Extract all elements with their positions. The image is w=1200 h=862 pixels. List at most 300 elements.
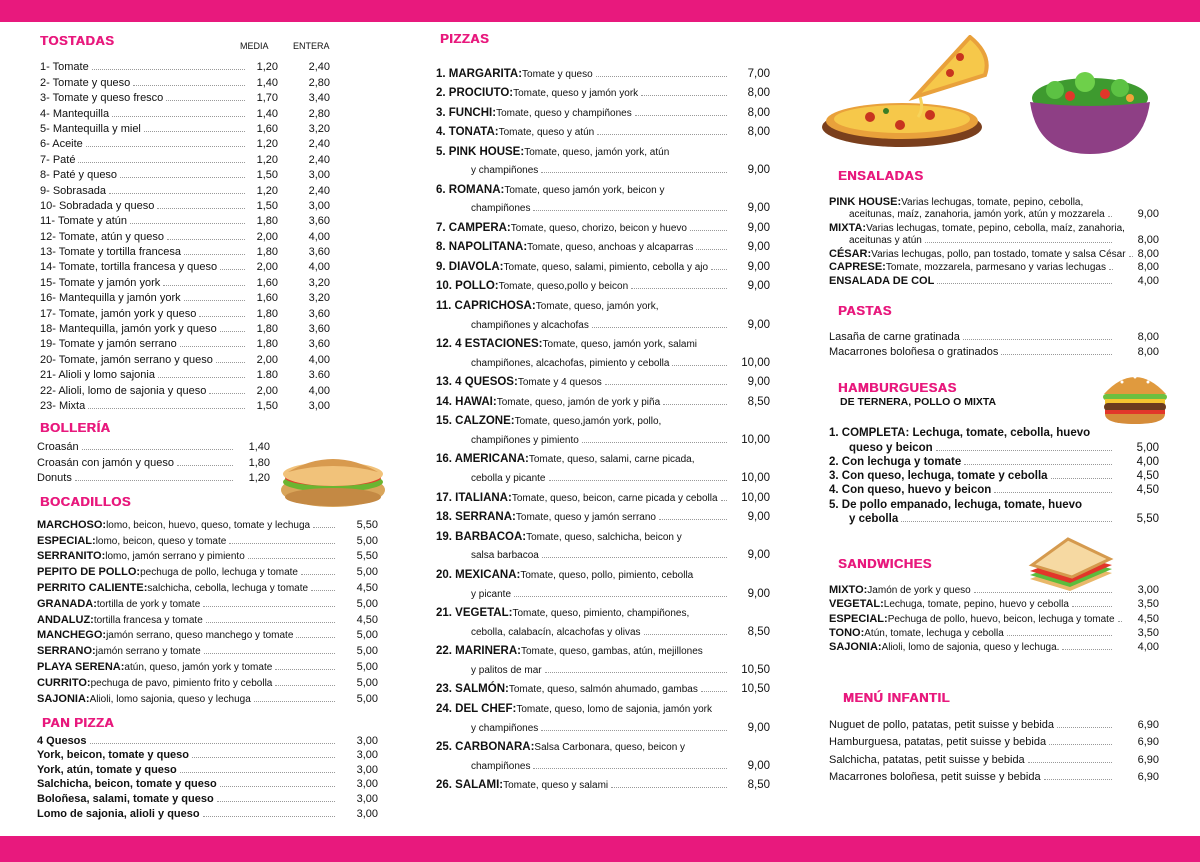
item-row	[37, 673, 378, 689]
item-desc: pechuga de pavo, pimiento frito y cebolla	[90, 677, 273, 689]
dot-leader	[217, 801, 335, 802]
dot-leader	[1062, 649, 1112, 650]
sandwiches-list	[829, 582, 1159, 653]
sandwich-roll-icon	[278, 450, 388, 512]
dot-leader	[533, 210, 727, 211]
dot-leader	[158, 377, 245, 378]
item-row	[829, 713, 1159, 731]
item-name: MANCHEGO:	[37, 629, 107, 642]
price-media: 1,20	[256, 138, 278, 151]
item-price: 10,00	[741, 433, 770, 446]
dot-leader	[216, 362, 245, 363]
tostada-row	[40, 350, 330, 365]
tostada-row	[40, 289, 330, 304]
item-name: PINK HOUSE:	[829, 195, 902, 208]
item-row	[829, 496, 1159, 510]
item-row	[829, 596, 1159, 610]
price-media: 1,20	[256, 61, 278, 74]
price-media: 1,60	[256, 122, 278, 135]
item-price: 9,00	[747, 280, 770, 293]
price-media: 2,00	[256, 384, 278, 397]
item-desc: jamón serrano, queso manchego y tomate	[106, 630, 294, 642]
dot-leader	[592, 327, 727, 328]
item-row	[436, 504, 770, 524]
dot-leader	[220, 331, 245, 332]
item-name: 13. 4 QUESOS:	[436, 376, 518, 389]
price-entera: 3,60	[308, 307, 330, 320]
salad-bowl-icon	[1025, 70, 1155, 155]
price-media: 1,20	[256, 153, 278, 166]
item-row	[436, 234, 770, 254]
dot-leader	[611, 787, 727, 788]
item-desc: Varias lechugas, tomate, pepino, cebolla,	[901, 196, 1084, 208]
dot-leader	[275, 685, 335, 686]
item-row	[37, 732, 378, 747]
dot-leader	[631, 288, 727, 289]
item-name: TONO:	[829, 626, 865, 639]
item-row	[436, 80, 770, 100]
item-desc: Tomate, queso, pimiento, champiñones,	[512, 608, 690, 619]
item-name: 11. CAPRICHOSA:	[436, 299, 536, 312]
price-media: 1,40	[256, 107, 278, 120]
tostada-row	[40, 89, 330, 104]
item-name: 18. SERRANA:	[436, 511, 516, 524]
dot-leader	[644, 634, 727, 635]
item-name: Croasán	[37, 441, 79, 454]
item-name: CÉSAR:	[829, 247, 872, 260]
item-row-cont	[436, 657, 770, 676]
item-row	[37, 438, 270, 453]
item-desc: tortilla francesa y tomate	[93, 614, 203, 626]
item-row	[37, 641, 378, 657]
item-name: 25. CARBONARA:	[436, 741, 535, 754]
item-row	[436, 600, 770, 620]
item-price: 10,00	[741, 491, 770, 504]
dot-leader	[92, 69, 245, 70]
dot-leader	[582, 442, 727, 443]
item-desc: Tomate, queso y jamón york	[513, 88, 639, 99]
item-name: 17. ITALIANA:	[436, 491, 512, 504]
item-price: 9,00	[1137, 208, 1159, 220]
dot-leader	[180, 772, 335, 773]
item-price: 5,50	[356, 518, 378, 531]
bolleria-list	[37, 438, 270, 484]
item-price: 8,50	[747, 625, 770, 638]
price-media: 1,80	[256, 215, 278, 228]
item-desc: Tomate, queso, jamón york, atún	[524, 146, 670, 158]
item-desc: Tomate, queso y jamón serrano	[515, 512, 656, 524]
dot-leader	[275, 669, 335, 670]
item-desc: tortilla de york y tomate	[96, 598, 201, 610]
price-media: 1,60	[256, 292, 278, 305]
dot-leader	[1108, 216, 1112, 217]
dot-leader	[533, 768, 727, 769]
pizzas-title: PIZZAS	[440, 31, 490, 46]
dot-leader	[1057, 727, 1112, 728]
item-row	[436, 638, 770, 658]
dot-leader	[936, 450, 1112, 451]
tostada-row	[40, 366, 330, 381]
item-name: 7- Paté	[40, 153, 76, 166]
item-row	[37, 776, 378, 791]
dot-leader	[192, 757, 335, 758]
price-entera: 3,40	[308, 92, 330, 105]
bolleria-title: BOLLERÍA	[40, 420, 111, 435]
item-name: 20- Tomate, jamón serrano y queso	[40, 353, 213, 366]
item-desc-cont: y palitos de mar	[471, 664, 542, 676]
dot-leader	[514, 596, 727, 597]
item-name: SERRANO:	[37, 645, 96, 658]
item-name: MIXTA:	[829, 221, 867, 234]
item-desc: Tomate, queso, jamón de york y piña	[496, 396, 661, 408]
item-desc: Lechuga, tomate, pepino, huevo y cebolla	[883, 599, 1069, 611]
item-desc: Alioli, lomo sajonia, queso y lechuga	[89, 693, 251, 705]
item-name: 15. CALZONE:	[436, 415, 515, 428]
price-entera: 3,60	[308, 323, 330, 336]
tostadas-title: TOSTADAS	[40, 33, 115, 48]
item-desc: Pechuga de pollo, huevo, beicon, lechuga y tomate	[887, 613, 1115, 625]
dot-leader	[721, 500, 727, 501]
item-name: SERRANITO:	[37, 550, 106, 563]
item-desc: jamón serrano y tomate	[95, 646, 201, 658]
price-media: 1,60	[256, 276, 278, 289]
price-media: 2,00	[256, 261, 278, 274]
item-row-cont	[829, 511, 1159, 525]
dot-leader	[180, 346, 245, 347]
tostada-row	[40, 73, 330, 88]
item-price: 5,00	[356, 692, 378, 705]
item-desc: Atún, tomate, lechuga y cebolla	[864, 627, 1004, 639]
item-name: 19- Tomate y jamón serrano	[40, 338, 177, 351]
item-name: MIXTO:	[829, 584, 868, 597]
dot-leader	[974, 592, 1112, 593]
dot-leader	[206, 622, 335, 623]
item-price: 3,00	[356, 749, 378, 762]
item-desc: Tomate, queso,jamón york, pollo,	[514, 416, 662, 428]
item-name: Nuguet de pollo, patatas, petit suisse y bebida	[829, 718, 1055, 731]
price-entera: 4,00	[308, 384, 330, 397]
price-media: 2,00	[256, 353, 278, 366]
dot-leader	[120, 177, 245, 178]
price-media: 1,40	[256, 76, 278, 89]
item-row	[829, 766, 1159, 784]
dot-leader	[541, 172, 727, 173]
dot-leader	[963, 339, 1112, 340]
item-row	[829, 425, 1159, 439]
item-row	[829, 327, 1159, 343]
item-desc: Tomate, queso jamón york, beicon y	[504, 184, 665, 196]
item-price: 9,00	[747, 587, 770, 600]
item-price: 5,50	[356, 550, 378, 563]
dot-leader	[248, 558, 335, 559]
item-row	[37, 531, 378, 547]
tostada-row	[40, 120, 330, 135]
item-name: 9- Sobrasada	[40, 184, 107, 197]
dot-leader	[1051, 478, 1112, 479]
item-row-cont	[829, 439, 1159, 453]
price-media: 1,70	[256, 92, 278, 105]
item-name: 11- Tomate y atún	[40, 215, 128, 228]
hamburguesas-list	[829, 425, 1159, 525]
dot-leader	[1118, 621, 1122, 622]
item-name: 4- Mantequilla	[40, 107, 110, 120]
item-name: 1. COMPLETA: Lechuga, tomate, cebolla, huevo	[829, 427, 1091, 440]
dot-leader	[311, 590, 335, 591]
item-name: 17- Tomate, jamón york y queso	[40, 307, 197, 320]
price-entera: 3,20	[308, 292, 330, 305]
item-row-cont	[436, 196, 770, 215]
item-row	[436, 138, 770, 158]
item-price: 8,00	[1137, 330, 1159, 343]
item-row	[436, 523, 770, 543]
dot-leader	[199, 316, 245, 317]
item-price: 9,00	[747, 759, 770, 772]
item-row-cont	[436, 715, 770, 734]
item-name: 21- Alioli y lomo sajonia	[40, 369, 155, 382]
item-name: 26. SALAMI:	[436, 779, 504, 792]
item-row	[829, 482, 1159, 496]
item-name: 13- Tomate y tortilla francesa	[40, 246, 182, 259]
item-price: 9,00	[747, 241, 770, 254]
item-desc-cont: champiñones, alcachofas, pimiento y cebolla	[471, 357, 670, 369]
item-name: 14. HAWAI:	[436, 395, 497, 408]
item-price: 6,90	[1137, 736, 1159, 748]
item-name: Macarrones boloñesa, petit suisse y bebida	[829, 771, 1041, 783]
item-row-cont	[436, 465, 770, 484]
price-media: 1,80	[256, 307, 278, 320]
item-desc-cont: aceitunas y atún	[849, 235, 922, 246]
item-name: Salchicha, beicon, tomate y queso	[37, 778, 217, 791]
item-price: 1,40	[248, 441, 270, 454]
bocadillos-title: BOCADILLOS	[40, 494, 131, 509]
item-name: Salchicha, patatas, petit suisse y bebida	[829, 753, 1025, 766]
item-name: 2- Tomate y queso	[40, 76, 131, 89]
item-price: 8,00	[747, 126, 770, 138]
tostada-row	[40, 58, 330, 73]
item-desc: lomo, beicon, huevo, queso, tomate y lechuga	[106, 519, 311, 531]
price-media: 1,80	[256, 323, 278, 336]
item-row	[37, 610, 378, 626]
item-price: 4,00	[1137, 640, 1159, 653]
item-name: 4. Con queso, huevo y beicon	[829, 484, 992, 497]
tostada-row	[40, 197, 330, 212]
item-row	[37, 594, 378, 610]
tostada-row	[40, 273, 330, 288]
item-price: 5,00	[356, 660, 378, 673]
price-entera: 2,40	[308, 153, 330, 166]
tostada-row	[40, 135, 330, 150]
item-row	[436, 214, 770, 234]
dot-leader	[701, 691, 727, 692]
dot-leader	[90, 743, 335, 744]
item-name: Hamburguesa, patatas, petit suisse y bebida	[829, 736, 1047, 748]
item-desc: Tomate, queso y atún	[498, 127, 595, 138]
item-name: 10. POLLO:	[436, 280, 499, 293]
item-row	[436, 772, 770, 792]
price-entera: 3,00	[308, 399, 330, 412]
price-media: 1,80	[256, 338, 278, 351]
item-desc: Varias lechugas, tomate, pepino, cebolla, maíz, zanahoria,	[866, 222, 1125, 234]
item-name: York, beicon, tomate y queso	[37, 749, 189, 762]
item-price: 1,20	[248, 472, 270, 485]
item-name: Lasaña de carne gratinada	[829, 330, 960, 343]
item-row	[436, 273, 770, 293]
item-price: 4,00	[1136, 455, 1159, 468]
item-price: 4,50	[1136, 484, 1159, 497]
pizzas-list	[436, 60, 770, 791]
item-row	[436, 119, 770, 139]
item-name: 24. DEL CHEF:	[436, 702, 517, 715]
item-name: 16- Mantequilla y jamón york	[40, 292, 181, 305]
item-price: 8,00	[747, 87, 770, 99]
item-desc: Tomate, queso y champiñones	[496, 107, 632, 119]
item-row-cont	[436, 581, 770, 600]
pizza-icon	[820, 35, 998, 150]
item-desc: lomo, jamón serrano y pimiento	[105, 551, 245, 563]
item-row	[436, 388, 770, 408]
dot-leader	[220, 269, 245, 270]
item-desc: atún, queso, jamón york y tomate	[124, 661, 273, 673]
item-name: PLAYA SERENA:	[37, 660, 125, 673]
item-row	[829, 582, 1159, 596]
hamburguesas-subtitle: DE TERNERA, POLLO O MIXTA	[840, 396, 997, 408]
item-row	[436, 60, 770, 80]
item-desc: Tomate, queso, beicon, carne picada y cebolla	[511, 492, 718, 504]
item-desc: Tomate, queso, chorizo, beicon y huevo	[510, 222, 687, 234]
item-row	[37, 547, 378, 563]
top-band	[0, 0, 1200, 22]
tostada-row	[40, 227, 330, 242]
tostada-row	[40, 166, 330, 181]
item-row	[37, 562, 378, 578]
item-name: 18- Mantequilla, jamón york y queso	[40, 323, 217, 336]
item-name: 4 Quesos	[37, 734, 87, 747]
item-row	[37, 747, 378, 762]
item-price: 8,50	[747, 395, 770, 408]
item-desc: Tomate, mozzarela, parmesano y varias lechugas	[885, 262, 1106, 273]
item-desc: Tomate, queso, jamón york, salami	[542, 339, 698, 351]
item-price: 5,00	[356, 597, 378, 610]
bocadillos-list	[37, 515, 378, 705]
dot-leader	[541, 730, 727, 731]
dot-leader	[167, 239, 245, 240]
dot-leader	[696, 249, 727, 250]
item-row	[37, 689, 378, 705]
item-desc: pechuga de pollo, lechuga y tomate	[140, 567, 298, 579]
item-name: Macarrones boloñesa o gratinados	[829, 346, 999, 358]
burger-icon	[1100, 368, 1170, 426]
item-price: 10,50	[741, 683, 770, 696]
item-price: 5,00	[1136, 441, 1159, 454]
dot-leader	[994, 492, 1112, 493]
item-name: 5- Mantequilla y miel	[40, 122, 141, 135]
price-media: 1,50	[256, 399, 278, 412]
item-desc: lomo, beicon, queso y tomate	[95, 535, 227, 547]
item-name: 20. MEXICANA:	[436, 568, 521, 581]
item-row-cont	[436, 543, 770, 562]
dot-leader	[133, 85, 245, 86]
price-entera: 3,60	[308, 246, 330, 259]
menu-infantil-title: MENÚ INFANTIL	[843, 690, 950, 705]
item-row	[436, 176, 770, 196]
item-price: 5,00	[356, 676, 378, 689]
dot-leader	[209, 393, 245, 394]
price-entera: 3,60	[308, 215, 330, 228]
item-name: ANDALUZ:	[37, 613, 94, 626]
item-row	[829, 468, 1159, 482]
item-price: 8,00	[1137, 346, 1159, 358]
dot-leader	[75, 480, 233, 481]
dot-leader	[313, 527, 335, 528]
dot-leader	[1109, 269, 1113, 270]
dot-leader	[177, 465, 233, 466]
item-price: 5,00	[356, 629, 378, 642]
item-desc-cont: y cebolla	[849, 513, 899, 526]
price-entera: 3,00	[308, 169, 330, 182]
item-desc: Tomate y 4 quesos	[517, 377, 602, 389]
item-name: 5. De pollo empanado, lechuga, tomate, huevo	[829, 498, 1083, 511]
item-row	[436, 561, 770, 581]
item-price: 5,00	[356, 534, 378, 547]
item-desc: Tomate, queso, jamón york,	[535, 300, 659, 312]
item-price: 1,80	[248, 456, 270, 469]
dot-leader	[545, 672, 727, 673]
item-name: CURRITO:	[37, 676, 91, 689]
item-desc: Tomate, queso, salami, carne picada,	[528, 454, 695, 466]
dot-leader	[296, 637, 335, 638]
item-name: ESPECIAL:	[37, 534, 96, 547]
item-name: VEGETAL:	[829, 598, 884, 611]
item-desc-cont: aceitunas, maíz, zanahoria, jamón york, atún y mozzarela	[849, 209, 1105, 220]
price-entera: 3,60	[308, 338, 330, 351]
dot-leader	[112, 116, 245, 117]
item-name: 15- Tomate y jamón york	[40, 276, 161, 289]
dot-leader	[203, 606, 335, 607]
item-name: 3. Con queso, lechuga, tomate y cebolla	[829, 470, 1048, 483]
dot-leader	[220, 786, 335, 787]
dot-leader	[1129, 256, 1133, 257]
item-desc-cont: cebolla y picante	[471, 473, 546, 485]
dot-leader	[163, 285, 245, 286]
item-row	[436, 408, 770, 428]
item-row	[37, 761, 378, 776]
item-row	[436, 331, 770, 351]
item-desc-cont: queso y beicon	[849, 441, 933, 454]
item-desc: Tomate, queso y salami	[503, 780, 609, 792]
price-media: 1,50	[256, 169, 278, 182]
item-row	[436, 695, 770, 715]
item-name: MARCHOSO:	[37, 518, 107, 531]
tostada-row	[40, 181, 330, 196]
item-price: 7,00	[747, 67, 770, 80]
price-entera: 2,40	[308, 184, 330, 197]
dot-leader	[605, 384, 727, 385]
item-price: 9,00	[747, 549, 770, 562]
dot-leader	[549, 480, 728, 481]
tostada-row	[40, 258, 330, 273]
item-row	[37, 578, 378, 594]
item-desc-cont: champiñones	[471, 760, 531, 772]
item-name: Donuts	[37, 472, 72, 485]
item-name: 6. ROMANA:	[436, 183, 505, 196]
item-name: Lomo de sajonia, alioli y queso	[37, 807, 200, 820]
item-name: 3. FUNCHI:	[436, 106, 497, 119]
price-entera: 4,00	[308, 261, 330, 274]
sandwiches-title: SANDWICHES	[838, 556, 932, 571]
item-row	[37, 805, 378, 820]
item-name: 5. PINK HOUSE:	[436, 145, 525, 158]
item-price: 9,00	[747, 260, 770, 273]
